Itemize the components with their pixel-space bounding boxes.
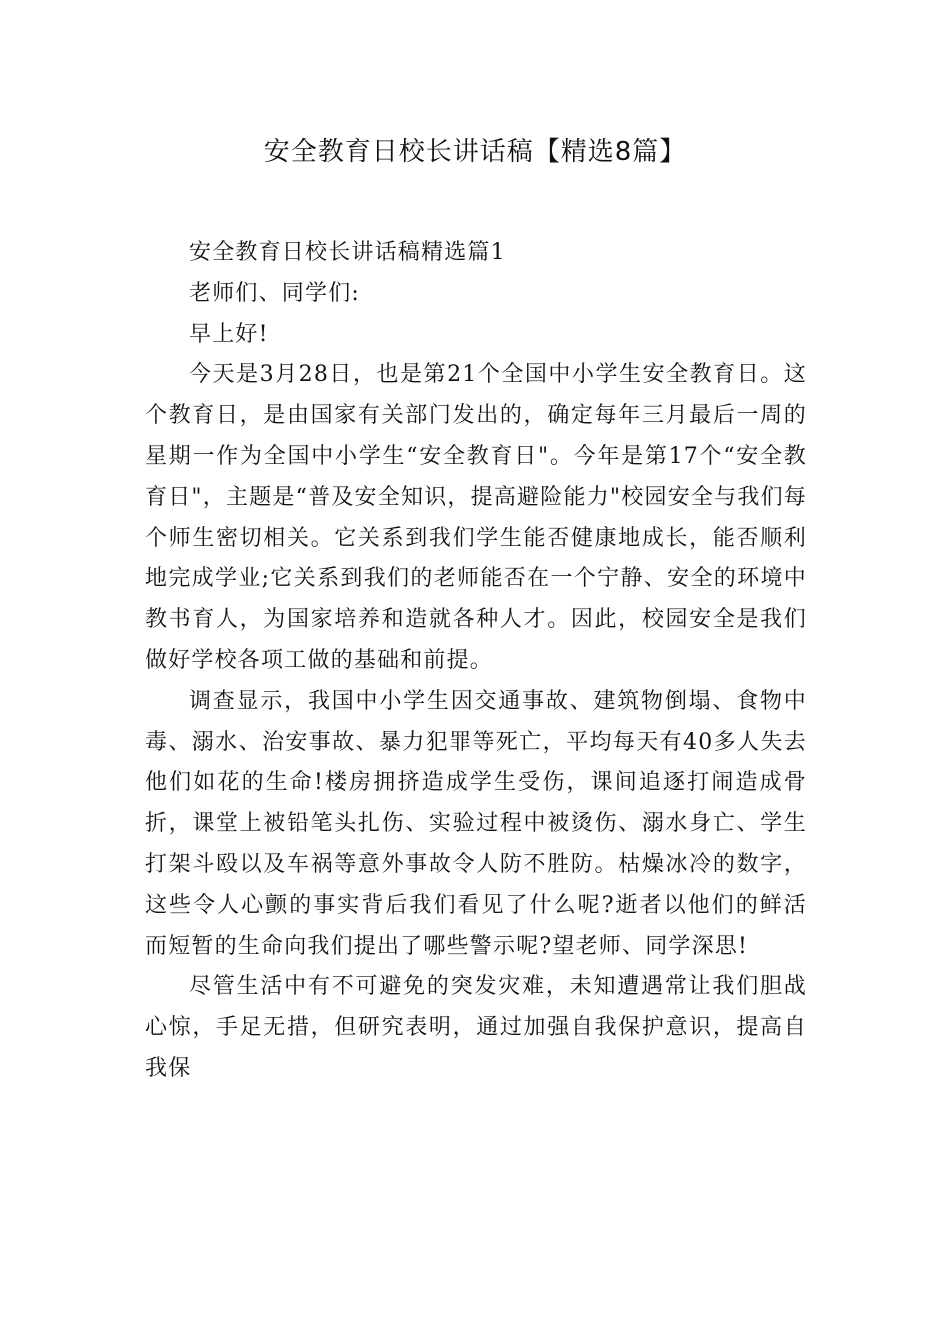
section-heading: 安全教育日校长讲话稿精选篇1	[189, 240, 506, 265]
greeting: 早上好!	[189, 321, 269, 347]
body-paragraph: 调查显示，我国中小学生因交通事故、建筑物倒塌、食物中毒、溺水、治安事故、暴力犯罪等死亡，平均每天有40多人失去他们如花的生命!楼房拥挤造成学生受伤，课间追逐打闹造成骨折，课堂上被铅笔头扎伤、实验过程中被烫伤、溺水身亡、学生打架斗殴以及车祸等意外事故令人防不胜防。枯燥冰冷的数字，这些令人心颤的事实背后我们看见了什么呢?逝者以他们的鲜活而短暂的生命向我们提出了哪些警示呢?望老师、同学深思!	[145, 688, 807, 959]
body-paragraph: 今天是3月28日，也是第21个全国中小学生安全教育日。这个教育日，是由国家有关部门发出的，确定每年三月最后一周的星期一作为全国中小学生“安全教育日"。今年是第17个“安全教育日"，主题是“普及安全知识，提高避险能力"校园安全与我们每个师生密切相关。它关系到我们学生能否健康地成长，能否顺利地完成学业;它关系到我们的老师能否在一个宁静、安全的环境中教书育人，为国家培养和造就各种人才。因此，校园安全是我们做好学校各项工做的基础和前提。	[145, 362, 807, 673]
body-paragraph: 尽管生活中有不可避免的突发灾难，未知遭遇常让我们胆战心惊，手足无措，但研究表明，通过加强自我保护意识，提高自我保	[145, 974, 807, 1081]
salutation: 老师们、同学们:	[189, 280, 361, 306]
document-body	[145, 233, 807, 1090]
document-title: 安全教育日校长讲话稿【精选8篇】	[263, 137, 687, 167]
